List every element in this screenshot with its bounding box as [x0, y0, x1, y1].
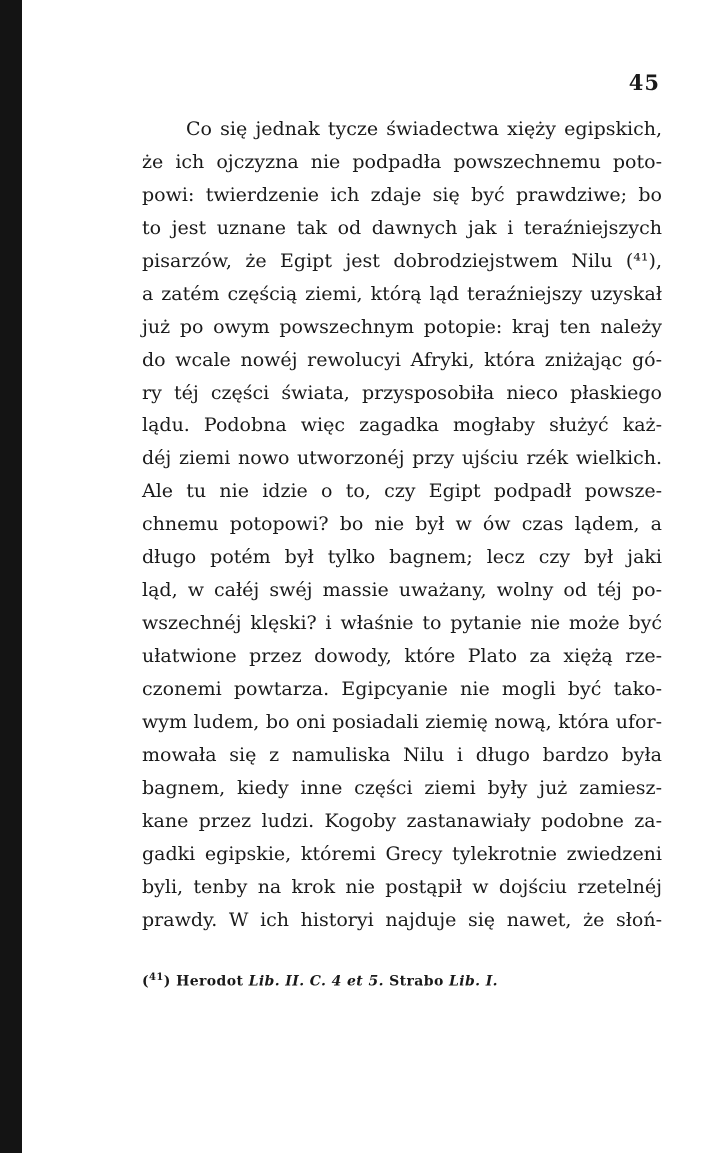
footnote-reference-2: Lib. I. [449, 973, 498, 990]
text-line: już po owym powszechnym potopie: kraj ten należy [142, 315, 662, 338]
text-line: kane przez ludzi. Kogoby zastanawiały podobne za- [142, 809, 662, 832]
footnote-author: Herodot [176, 973, 244, 990]
text-line: byli, tenby na krok nie postąpił w dojściu rzetelnéj [142, 875, 662, 898]
text-line: do wcale nowéj rewolucyi Afryki, która zniżając gó- [142, 348, 662, 371]
text-line: gadki egipskie, któremi Grecy tylekrotnie zwiedzeni [142, 842, 662, 865]
body-text [142, 113, 662, 936]
text-line: lądu. Podobna więc zagadka mogłaby służyć każ- [142, 414, 662, 437]
text-line: ląd, w całéj swéj massie uważany, wolny od téj po- [142, 579, 662, 602]
text-line: czonemi powtarza. Egipcyanie nie mogli być tako- [142, 677, 662, 700]
text-line: ry téj części świata, przysposobiła nieco płaskiego [142, 381, 662, 404]
text-line: pisarzów, że Egipt jest dobrodziejstwem Nilu (⁴¹), [142, 249, 662, 272]
footnote: ($^{41}$) Herodot Lib. II. C. 4 et 5. Strabo Lib. I. [142, 972, 498, 990]
text-line: a zatém częścią ziemi, którą ląd teraźniejszy uzyskał [142, 282, 662, 305]
text-line: prawdy. W ich historyi najduje się nawet, że słoń- [142, 908, 662, 931]
text-line: długo potém był tylko bagnem; lecz czy był jaki [142, 546, 662, 569]
footnote-reference: Lib. II. C. 4 et 5. [248, 973, 384, 990]
text-line: bagnem, kiedy inne części ziemi były już zamiesz- [142, 776, 662, 799]
text-line: wym ludem, bo oni posiadali ziemię nową, która ufor- [142, 710, 662, 733]
text-line: wszechnéj klęski? i właśnie to pytanie nie może być [142, 612, 662, 635]
text-line: to jest uznane tak od dawnych jak i teraźniejszych [142, 216, 662, 239]
book-spine-edge [0, 0, 22, 1153]
text-line: Co się jednak tycze świadectwa xięży egipskich, [186, 118, 662, 140]
text-line: że ich ojczyzna nie podpadła powszechnemu poto- [142, 150, 662, 173]
text-line: déj ziemi nowo utworzonéj przy ujściu rzék wielkich. [142, 447, 662, 470]
text-line: ułatwione przez dowody, które Plato za xiężą rze- [142, 645, 662, 667]
text-line: powi: twierdzenie ich zdaje się być prawdziwe; bo [142, 183, 662, 206]
footnote-author-2: Strabo [389, 973, 444, 990]
page-number: 45 [628, 70, 660, 95]
footnote-marker: 41 [149, 972, 164, 983]
text-line: chnemu potopowi? bo nie był w ów czas lądem, a [142, 513, 662, 536]
text-line: Ale tu nie idzie o to, czy Egipt podpadł powsze- [142, 480, 662, 503]
text-line: mowała się z namuliska Nilu i długo bardzo była [142, 743, 662, 766]
